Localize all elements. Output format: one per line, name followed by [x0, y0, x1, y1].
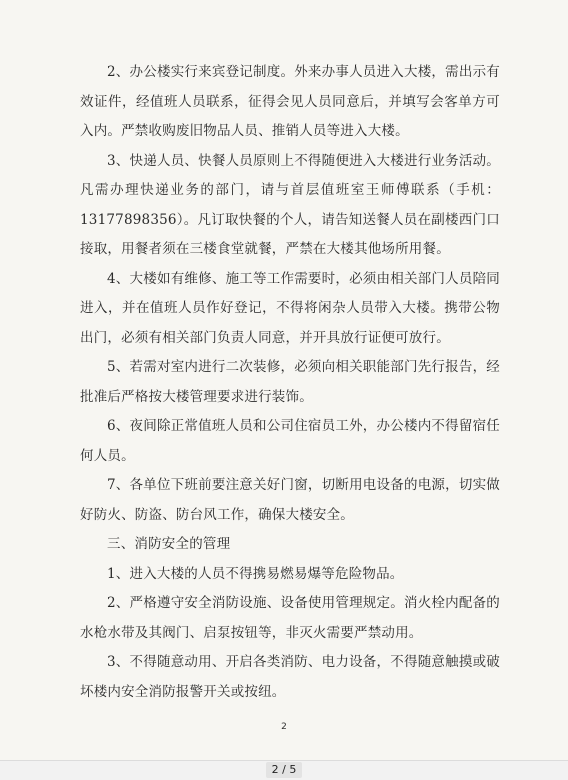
paragraph-fire-safety-3: 3、不得随意动用、开启各类消防、电力设备，不得随意触摸或破坏楼内安全消防报警开关或按纽。 — [80, 654, 500, 700]
paragraph-overnight-rules: 6、夜间除正常值班人员和公司住宿员工外，办公楼内不得留宿任何人员。 — [80, 418, 500, 464]
paragraph-courier-rules: 3、快递人员、快餐人员原则上不得随便进入大楼进行业务活动。凡需办理快递业务的部门，请与首层值班室王师傅联系（手机：13177898356）。凡订取快餐的个人，请告知送餐人员在副楼西门口接取，用餐者须在三楼食堂就餐，严禁在大楼其他场所用餐。 — [80, 152, 500, 257]
page-indicator[interactable]: 2 / 5 — [266, 762, 302, 778]
paragraph-fire-safety-2: 2、严格遵守安全消防设施、设备使用管理规定。消火栓内配备的水枪水带及其阀门、启泵按钮等，非灭火需要严禁动用。 — [80, 595, 500, 641]
paragraph-closing-rules: 7、各单位下班前要注意关好门窗，切断用电设备的电源，切实做好防火、防盗、防台风工作，确保大楼安全。 — [80, 477, 500, 523]
paragraph-maintenance-rules: 4、大楼如有维修、施工等工作需要时，必须由相关部门人员陪同进入，并在值班人员作好登记，不得将闲杂人员带入大楼。携带公物出门，必须有相关部门负责人同意，并开具放行证便可放行。 — [80, 270, 500, 346]
document-body — [80, 58, 500, 707]
paragraph-visitor-registration: 2、办公楼实行来宾登记制度。外来办事人员进入大楼，需出示有效证件，经值班人员联系，征得会见人员同意后，并填写会客单方可入内。严禁收购废旧物品人员、推销人员等进入大楼。 — [80, 64, 500, 139]
paragraph-renovation-rules: 5、若需对室内进行二次装修，必须向相关职能部门先行报告，经批准后严格按大楼管理要求进行装饰。 — [80, 359, 500, 405]
section-heading-fire-safety: 三、消防安全的管理 — [107, 536, 231, 552]
viewer-status-bar — [0, 760, 568, 780]
paragraph-fire-safety-1: 1、进入大楼的人员不得携易燃易爆等危险物品。 — [107, 565, 404, 582]
page-number: 2 — [281, 722, 287, 732]
